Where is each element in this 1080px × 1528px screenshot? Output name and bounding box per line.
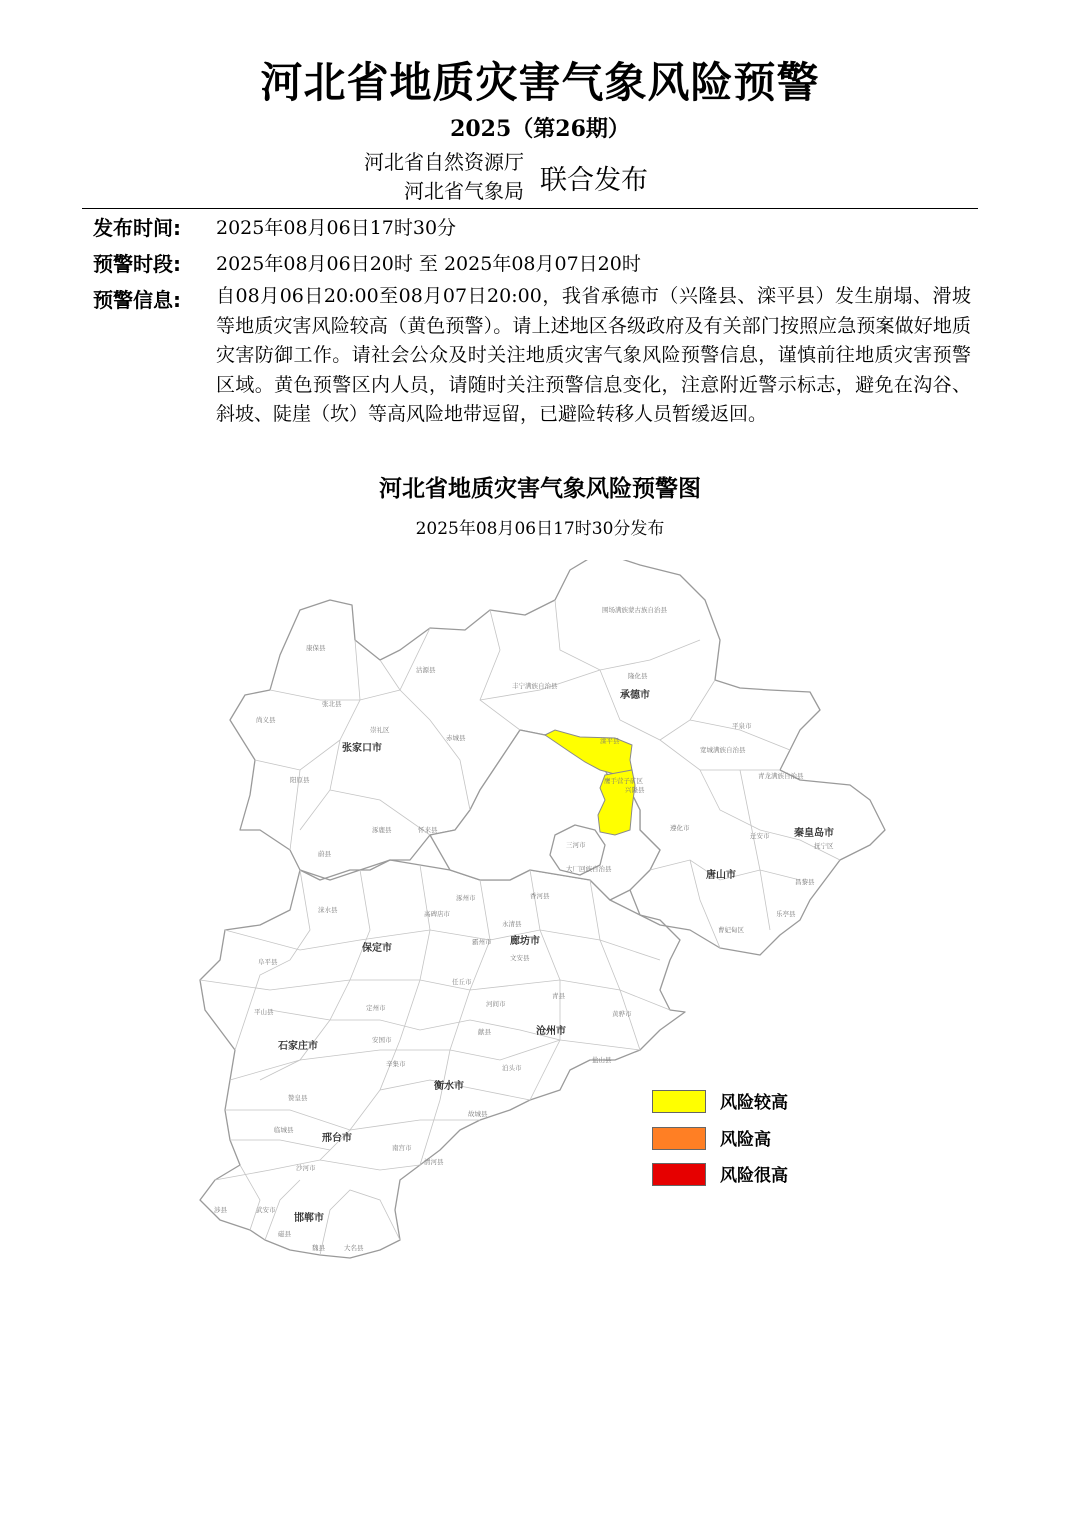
county-label-huanghua: 黄骅市	[612, 1010, 632, 1018]
county-label-yongqing: 永清县	[502, 920, 522, 928]
county-label-zhuozhou: 涿州市	[456, 894, 476, 902]
county-label-zunhua: 遵化市	[670, 824, 690, 832]
county-label-chongli: 崇礼区	[370, 726, 390, 734]
county-label-cixian: 磁县	[278, 1230, 291, 1238]
header-divider	[82, 208, 978, 209]
county-label-gucheng: 故城县	[468, 1110, 488, 1118]
county-label-funing: 抚宁区	[814, 842, 834, 850]
county-label-dingzhou: 定州市	[366, 1004, 386, 1012]
county-label-lincheng: 临城县	[274, 1126, 294, 1134]
legend-label-higher: 风险较高	[720, 1093, 788, 1113]
warning-info-text: 自08月06日20:00至08月07日20:00，我省承德市（兴隆县、滦平县）发生崩塌、滑坡等地质灾害风险较高（黄色预警）。请上述地区各级政府及有关部门按照应急预案做好地质灾害防御工作。请社会公众及时关注地质灾害气象风险预警信息，谨慎前往地质灾害预警区域。黄色预警区内人员，请随时关注预警信息变化，注意附近警示标志，避免在沟谷、斜坡、陡崖（坎）等高风险地带逗留，已避险转移人员暂缓返回。	[216, 285, 971, 426]
county-label-zhuolu: 涿鹿县	[372, 826, 392, 834]
county-label-zhangbei: 张北县	[322, 700, 342, 708]
county-label-daming: 大名县	[344, 1244, 364, 1252]
city-label-baoding: 保定市	[362, 943, 392, 954]
county-label-weixian: 魏县	[312, 1244, 325, 1252]
county-label-xianghe: 香河县	[530, 892, 550, 900]
county-label-shangyi: 尚义县	[256, 716, 276, 724]
county-label-botou: 泊头市	[502, 1064, 522, 1072]
county-label-yuxian: 蔚县	[318, 850, 331, 858]
county-label-sanhe: 三河市	[566, 841, 586, 849]
county-label-zanhuang: 赞皇县	[288, 1094, 308, 1102]
county-label-hejian: 河间市	[486, 1000, 506, 1008]
county-label-xinji: 辛集市	[386, 1060, 406, 1068]
county-label-huailai: 怀来县	[418, 826, 438, 834]
county-label-xianxian: 献县	[478, 1028, 491, 1036]
county-label-pingquan: 平泉市	[732, 722, 752, 730]
county-label-dachang: 大厂回族自治县	[566, 865, 612, 873]
issue-number: 2025（第26期）	[450, 116, 630, 142]
county-label-bazhou: 霸州市	[472, 938, 492, 946]
publish-time-label: 发布时间:	[93, 216, 181, 240]
county-label-yingshouyingzi: 鹰手营子矿区	[604, 777, 643, 785]
county-label-shexian: 涉县	[214, 1206, 227, 1214]
city-label-cangzhou: 沧州市	[536, 1026, 566, 1037]
warning-period-label: 预警时段:	[93, 252, 181, 276]
legend-label-very-high: 风险很高	[720, 1166, 788, 1186]
joint-release-label: 联合发布	[540, 165, 648, 196]
map-outline-south	[200, 860, 685, 1258]
city-label-hengshui: 衡水市	[434, 1081, 464, 1092]
county-label-changli: 昌黎县	[795, 878, 815, 886]
issuer-natural-resources: 河北省自然资源厅	[364, 150, 524, 174]
county-label-qinglong: 青龙满族自治县	[758, 772, 804, 780]
county-label-caofeidian: 曹妃甸区	[718, 926, 744, 934]
county-label-fuping: 阜平县	[258, 958, 278, 966]
warning-period-value: 2025年08月06日20时 至 2025年08月07日20时	[216, 253, 641, 275]
hebei-map	[190, 560, 900, 1270]
county-label-yangyuan: 阳原县	[290, 776, 310, 784]
county-label-qianan: 迁安市	[750, 832, 770, 840]
county-label-nangong: 南宫市	[392, 1144, 412, 1152]
county-label-gaobeidian: 高碑店市	[424, 910, 450, 918]
county-label-yanshan: 盐山县	[592, 1056, 612, 1064]
county-label-laishui: 涞水县	[318, 906, 338, 914]
warning-info-label: 预警信息:	[93, 288, 181, 312]
county-label-shahe: 沙河市	[296, 1164, 316, 1172]
legend-swatch-very-high	[652, 1163, 706, 1186]
map-subtitle: 2025年08月06日17时30分发布	[415, 519, 665, 539]
county-label-kuancheng: 宽城满族自治县	[700, 746, 746, 754]
map-title: 河北省地质灾害气象风险预警图	[379, 476, 701, 502]
county-label-qingxian: 青县	[552, 992, 565, 1000]
city-label-shijiazhuang: 石家庄市	[278, 1041, 318, 1052]
county-label-wuan: 武安市	[256, 1206, 276, 1214]
publish-time-value: 2025年08月06日17时30分	[216, 217, 457, 239]
county-label-wenan: 文安县	[510, 954, 530, 962]
city-label-zhangjiakou: 张家口市	[342, 743, 382, 754]
county-label-qinghe: 清河县	[424, 1158, 444, 1166]
county-label-weichang: 围场满族蒙古族自治县	[602, 606, 667, 614]
county-label-fengning: 丰宁满族自治县	[512, 682, 558, 690]
county-label-anguo: 安国市	[372, 1036, 392, 1044]
legend-label-high: 风险高	[720, 1130, 771, 1150]
issuers	[346, 148, 524, 206]
document-title: 河北省地质灾害气象风险预警	[260, 58, 820, 107]
county-label-longhua: 隆化县	[628, 672, 648, 680]
county-label-luanping: 滦平县	[600, 737, 620, 745]
city-label-tangshan: 唐山市	[706, 870, 736, 881]
issuer-meteorology: 河北省气象局	[404, 179, 524, 203]
county-label-renqiu: 任丘市	[452, 978, 472, 986]
county-label-xinglong: 兴隆县	[625, 786, 645, 794]
city-label-chengde: 承德市	[620, 690, 650, 701]
county-label-chicheng: 赤城县	[446, 734, 466, 742]
city-label-qinhuangdao: 秦皇岛市	[794, 828, 834, 839]
county-label-guyuan: 沽源县	[416, 666, 436, 674]
city-label-langfang: 廊坊市	[510, 936, 540, 947]
city-label-handan: 邯郸市	[294, 1213, 324, 1224]
legend-swatch-higher	[652, 1090, 706, 1113]
county-label-pingshan: 平山县	[254, 1008, 274, 1016]
county-label-kangbao: 康保县	[306, 644, 326, 652]
county-label-leting: 乐亭县	[776, 910, 796, 918]
legend-swatch-high	[652, 1127, 706, 1150]
city-label-xingtai: 邢台市	[322, 1133, 352, 1144]
